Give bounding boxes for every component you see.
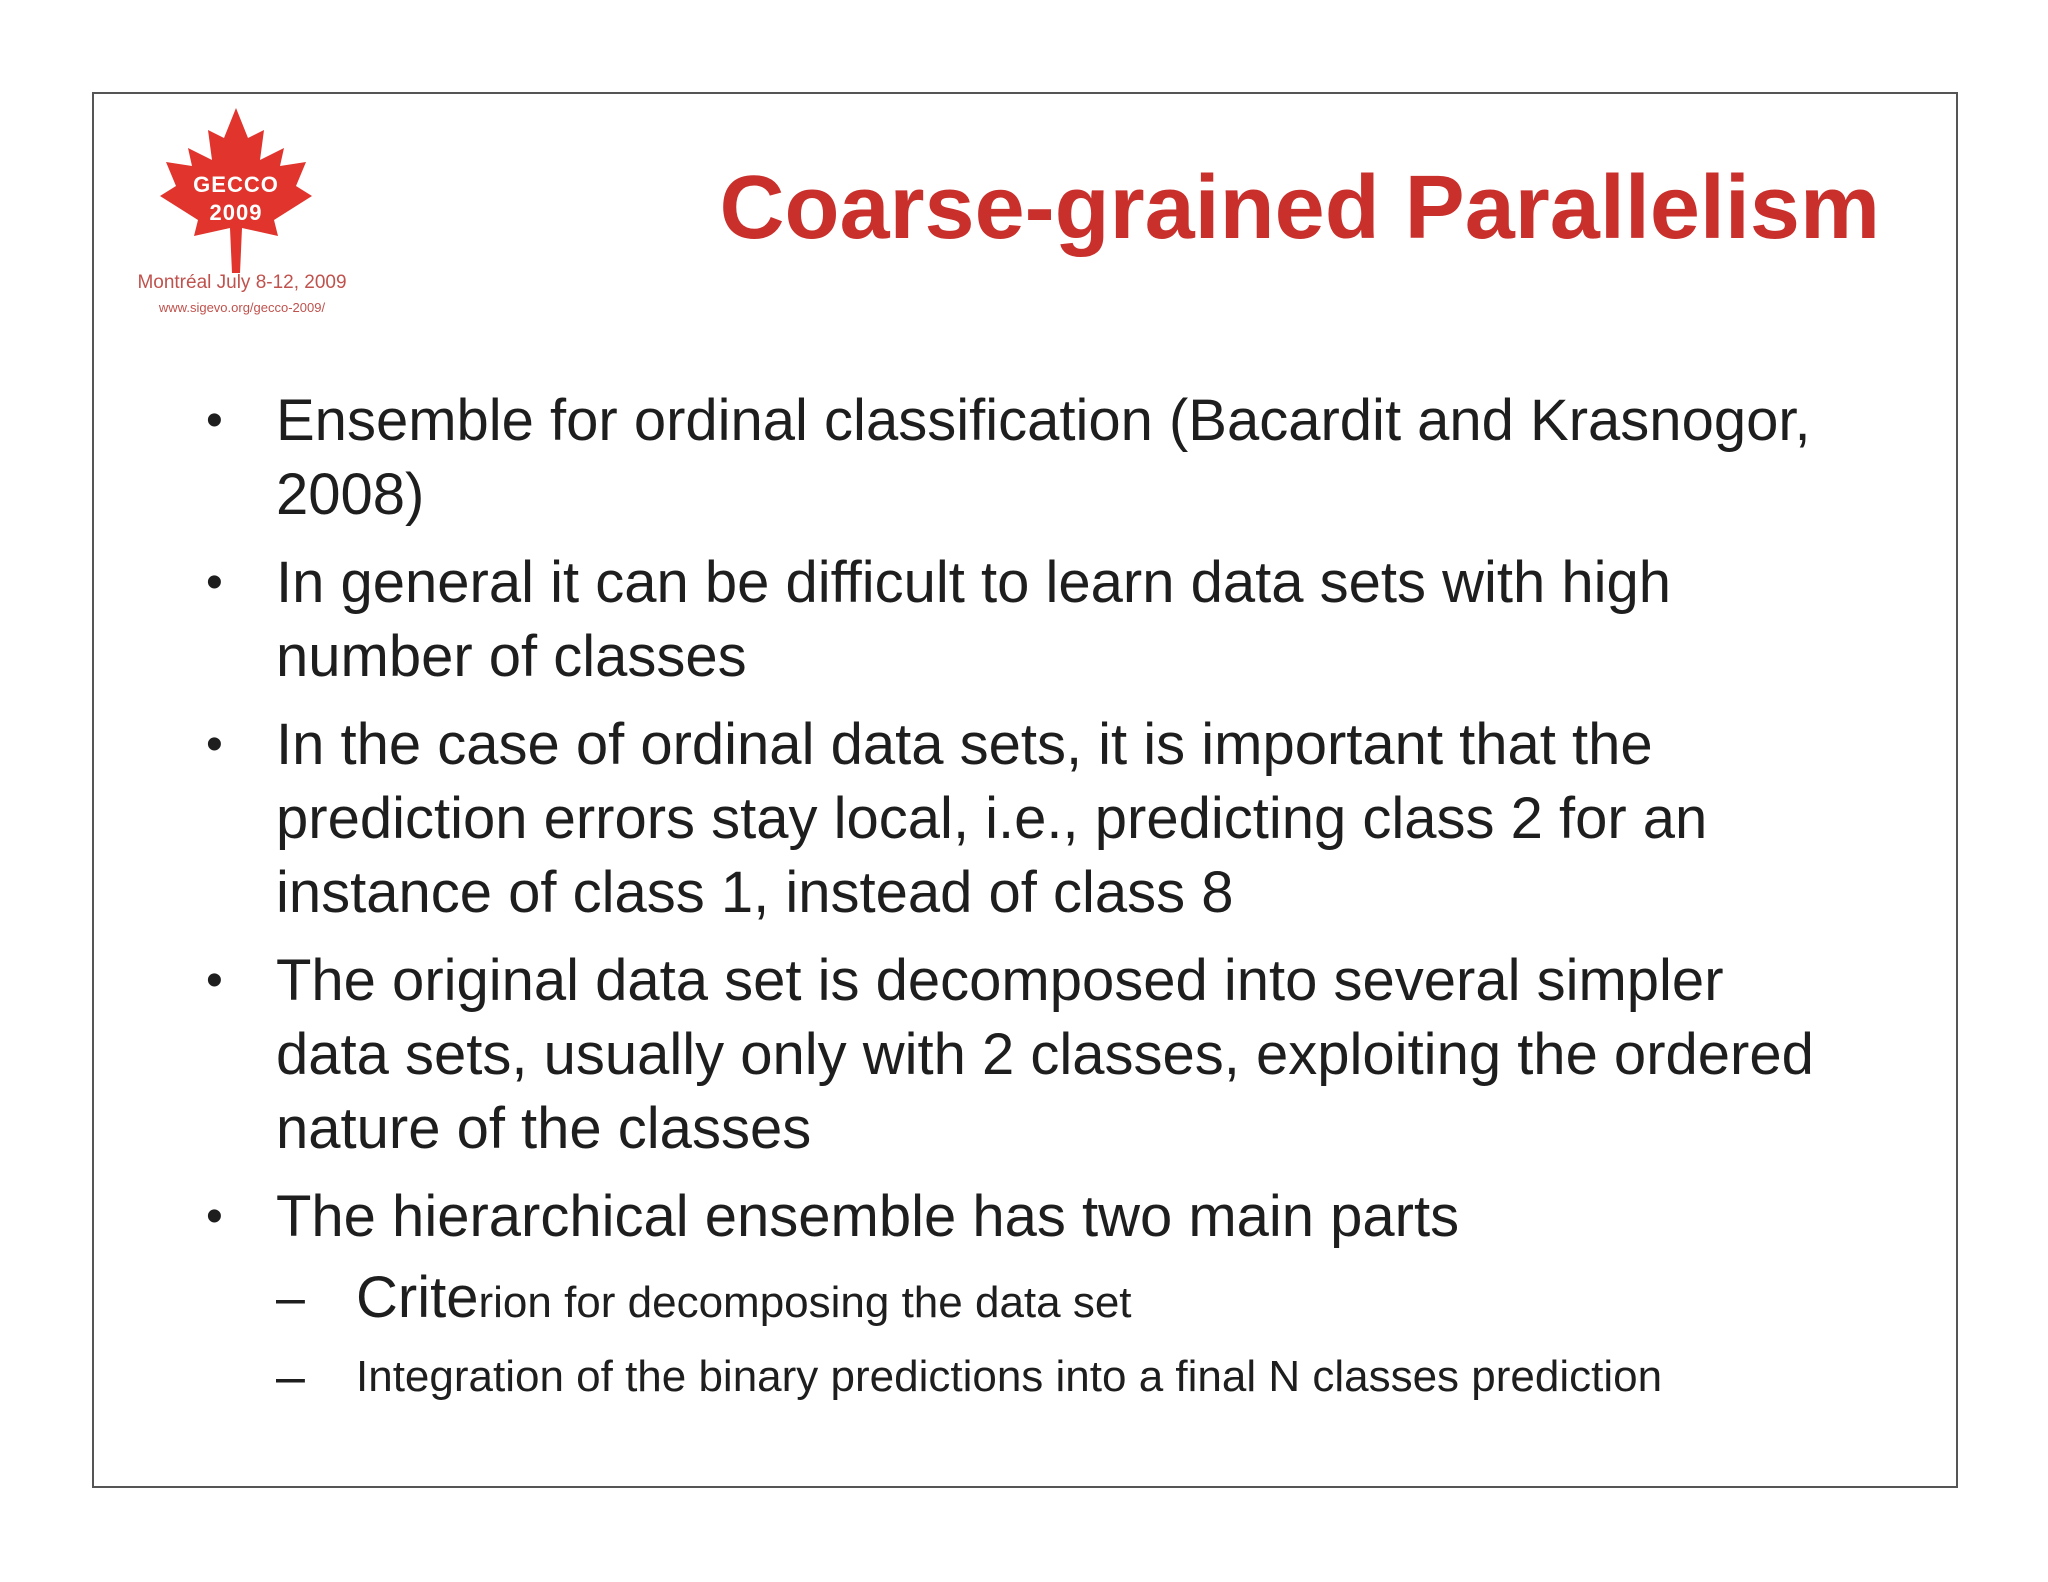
sub-bullet-item <box>276 1347 1846 1407</box>
logo-url: www.sigevo.org/gecco-2009/ <box>158 300 326 315</box>
bullet-item <box>196 546 1846 694</box>
bullet-text: Ensemble for ordinal classification (Bacardit and Krasnogor, 2008) <box>276 388 1811 527</box>
bullet-dot-icon: • <box>206 954 223 1007</box>
sub-bullet-text-small: rion for decomposing the data set <box>478 1278 1132 1327</box>
bullet-dot-icon: • <box>206 394 223 447</box>
sub-bullet-list <box>276 1265 1846 1407</box>
bullet-list <box>196 384 1846 1421</box>
bullet-text: In the case of ordinal data sets, it is important that the prediction errors stay local, i.e., predicting class 2 for an instance of class 1, instead of class 8 <box>276 712 1708 925</box>
bullet-item <box>196 384 1846 532</box>
logo-gecco-text: GECCO <box>193 172 279 197</box>
dash-icon: – <box>276 1348 305 1406</box>
bullet-text: The hierarchical ensemble has two main parts <box>276 1184 1460 1249</box>
bullet-item <box>196 708 1846 930</box>
logo-location-dates: Montréal July 8-12, 2009 <box>137 272 347 293</box>
bullet-dot-icon: • <box>206 1190 223 1243</box>
sub-bullet-item <box>276 1265 1846 1333</box>
bullet-text: In general it can be difficult to learn data sets with high number of classes <box>276 550 1672 689</box>
bullet-item <box>196 1180 1846 1407</box>
slide-title: Coarse-grained Parallelism <box>719 158 1880 258</box>
gecco-logo <box>112 108 372 328</box>
bullet-dot-icon: • <box>206 718 223 771</box>
sub-bullet-text-large: Crite <box>356 1265 479 1330</box>
bullet-item <box>196 944 1846 1166</box>
dash-icon: – <box>276 1269 305 1327</box>
bullet-dot-icon: • <box>206 556 223 609</box>
bullet-text: The original data set is decomposed into several simpler data sets, usually only with 2 classes, exploiting the ordered nature of the classes <box>276 948 1814 1161</box>
logo-year-text: 2009 <box>209 200 263 225</box>
sub-bullet-text: Integration of the binary predictions into a final N classes prediction <box>356 1352 1663 1401</box>
